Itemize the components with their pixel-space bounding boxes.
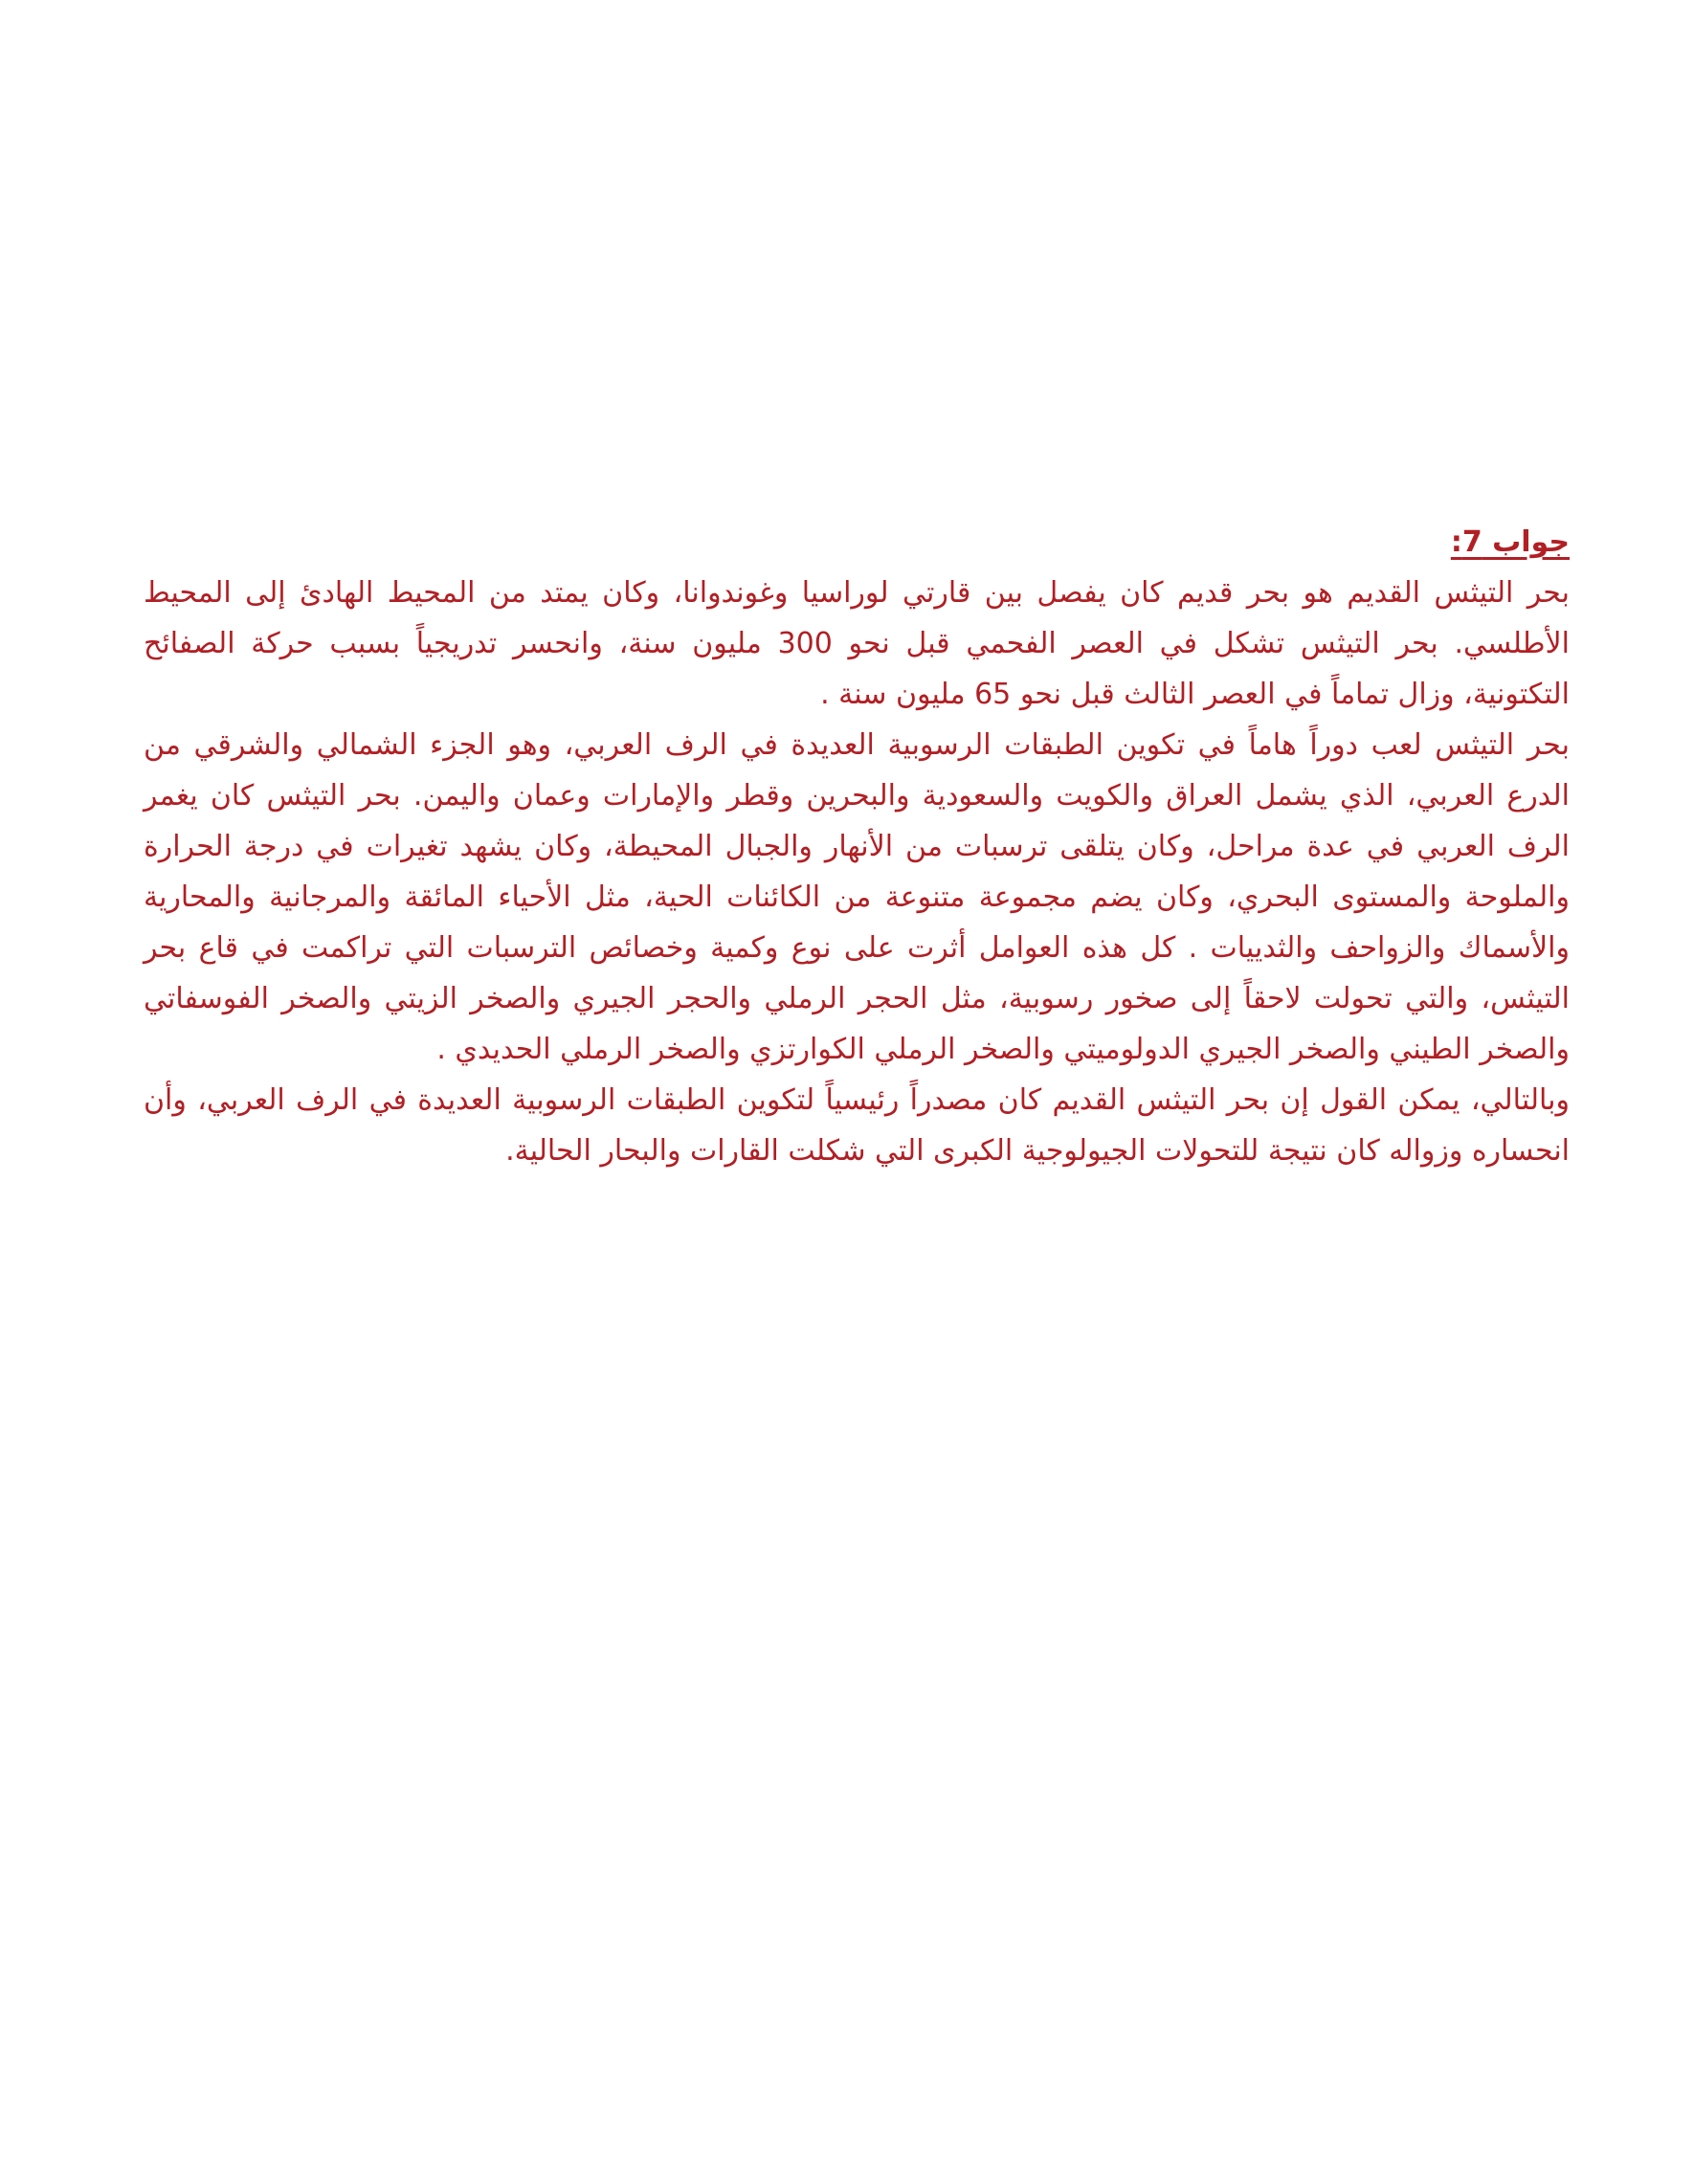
answer-block xyxy=(144,517,1570,1176)
paragraph-conclusion: وبالتالي، يمكن القول إن بحر التيثس القديم كان مصدراً رئيسياً لتكوين الطبقات الرسوبية العديدة في الرف العربي، وأن انحساره وزواله كان نتيجة للتحولات الجيولوجية الكبرى التي شكلت القارات والبحار الحالية. xyxy=(144,1083,1570,1168)
paragraph-tethys-definition: بحر التيثس القديم هو بحر قديم كان يفصل بين قارتي لوراسيا وغوندوانا، وكان يمتد من المحيط الهادئ إلى المحيط الأطلسي. بحر التيثس تشكل في العصر الفحمي قبل نحو 300 مليون سنة، وانحسر تدريجياً بسبب حركة الصفائح التكتونية، وزال تماماً في العصر الثالث قبل نحو 65 مليون سنة . xyxy=(144,576,1570,711)
answer-heading: جواب 7: xyxy=(1450,525,1570,559)
paragraph-tethys-role: بحر التيثس لعب دوراً هاماً في تكوين الطبقات الرسوبية العديدة في الرف العربي، وهو الجزء الشمالي والشرقي من الدرع العربي، الذي يشمل العراق والكويت والسعودية والبحرين وقطر والإمارات وعمان واليمن. بحر التيثس كان يغمر الرف العربي في عدة مراحل، وكان يتلقى ترسبات من الأنهار والجبال المحيطة، وكان يشهد تغيرات في درجة الحرارة والملوحة والمستوى البحري، وكان يضم مجموعة متنوعة من الكائنات الحية، مثل الأحياء المائقة والمرجانية والمحارية والأسماك والزواحف والثدييات . كل هذه العوامل أثرت على نوع وكمية وخصائص الترسبات التي تراكمت في قاع بحر التيثس، والتي تحولت لاحقاً إلى صخور رسوبية، مثل الحجر الرملي والحجر الجيري والصخر الزيتي والصخر الفوسفاتي والصخر الطيني والصخر الجيري الدولوميتي والصخر الرملي الكوارتزي والصخر الرملي الحديدي . xyxy=(144,728,1570,1066)
